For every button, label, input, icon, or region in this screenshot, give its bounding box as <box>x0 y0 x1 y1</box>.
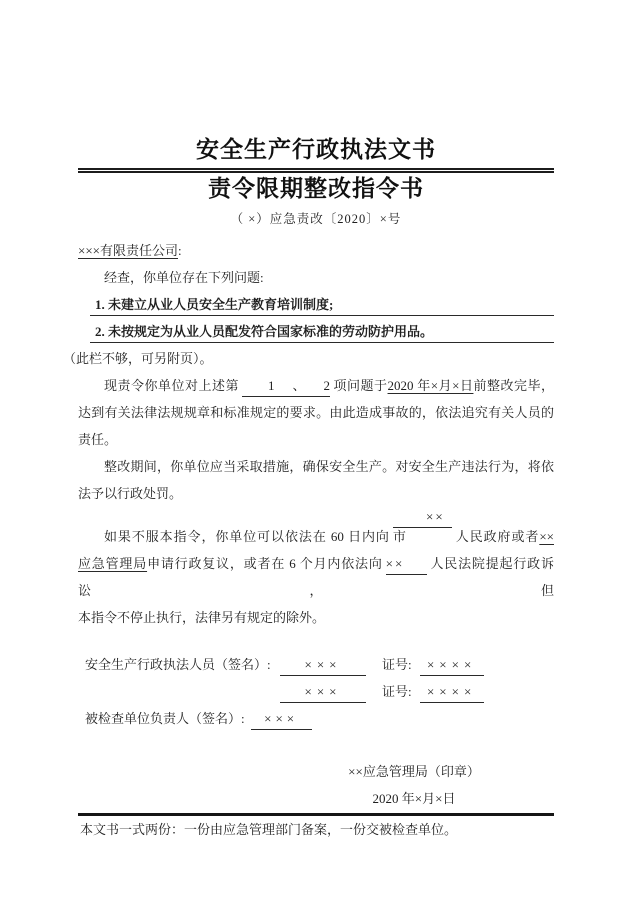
order-text-2: 项问题于 <box>333 378 388 393</box>
appeal-line-3: 本指令不停止执行，法律另有规定的除外。 <box>78 610 326 625</box>
appeal-line-2 <box>78 550 554 604</box>
order-text-1: 现责令你单位对上述第 <box>104 378 240 393</box>
enforcer-signature-blank-2: ××× <box>280 682 366 703</box>
issue-item-2: 2. 未按规定为从业人员配发符合国家标准的劳动防护用品。 <box>78 318 554 345</box>
footer-note: 本文书一式两份：一份由应急管理部门备案，一份交被检查单位。 <box>80 822 458 837</box>
cert-number-blank-1: ×××× <box>420 655 484 676</box>
cert-number-label-1: 证号: <box>382 657 412 672</box>
document-category-title: 安全生产行政执法文书 <box>196 137 436 162</box>
document-content <box>63 0 554 843</box>
addressee-name: ×××有限责任公司 <box>78 243 178 258</box>
inspected-unit-label: 被检查单位负责人（签名）: <box>85 711 245 726</box>
cert-number-blank-2: ×××× <box>420 682 484 703</box>
order-line-3: 责任。 <box>78 432 118 447</box>
issue-numbers-blank: 1、2 <box>242 376 330 397</box>
intro-line: 经查，你单位存在下列问题: <box>104 270 264 285</box>
signature-section <box>78 651 554 732</box>
rectify-line-2: 法予以行政处罚。 <box>78 486 183 501</box>
issue-item-1: 1. 未建立从业人员安全生产教育培训制度; <box>78 291 554 318</box>
enforcer-signature-blank-1: ××× <box>280 655 366 676</box>
appeal-text-3: 申请行政复议，或者在 6 个月内依法向 <box>147 556 383 571</box>
appeal-text-4: 人民法院提起行政诉讼，但 <box>78 556 554 598</box>
cert-number-label-2: 证号: <box>382 684 412 699</box>
issuing-authority: ××应急管理局（印章） <box>348 764 480 779</box>
appeal-text-2: 人民政府或者 <box>454 529 540 544</box>
document-body <box>63 237 554 631</box>
attachment-note: （此栏不够，可另附页）。 <box>63 351 213 366</box>
enforcer-signature-label: 安全生产行政执法人员（签名）: <box>85 657 271 672</box>
inspected-unit-signature-blank: ××× <box>251 709 312 730</box>
city-blank: ××市 <box>393 507 452 528</box>
court-blank: ×× <box>386 554 427 575</box>
agency-name-suffix: 应急管理局 <box>78 556 148 571</box>
order-text-3: 前整改完毕， <box>473 378 554 393</box>
deadline-date: 2020 年×月×日 <box>387 378 474 393</box>
order-line-2: 达到有关法律法规规章和标准规定的要求。由此造成事故的，依法追究有关人员的 <box>78 405 554 420</box>
order-line-1 <box>78 372 554 399</box>
inspected-unit-signature-row <box>78 705 554 732</box>
document-title: 责令限期整改指令书 <box>208 176 424 201</box>
appeal-line-1 <box>78 507 554 550</box>
addressee-colon: : <box>178 243 182 258</box>
enforcer-signature-row-1 <box>78 651 554 678</box>
issue-date: 2020 年×月×日 <box>372 791 456 806</box>
enforcer-signature-row-2 <box>78 678 554 705</box>
seal-block <box>314 758 514 812</box>
agency-name-prefix: ×× <box>539 529 554 544</box>
document-number: （ ×）应急责改〔2020〕×号 <box>230 212 402 226</box>
appeal-text-1: 如果不服本指令，你单位可以依法在 60 日内向 <box>104 529 390 544</box>
addressee-line <box>78 237 554 264</box>
rectify-line-1: 整改期间，你单位应当采取措施，确保安全生产。对安全生产违法行为，将依 <box>104 459 554 474</box>
